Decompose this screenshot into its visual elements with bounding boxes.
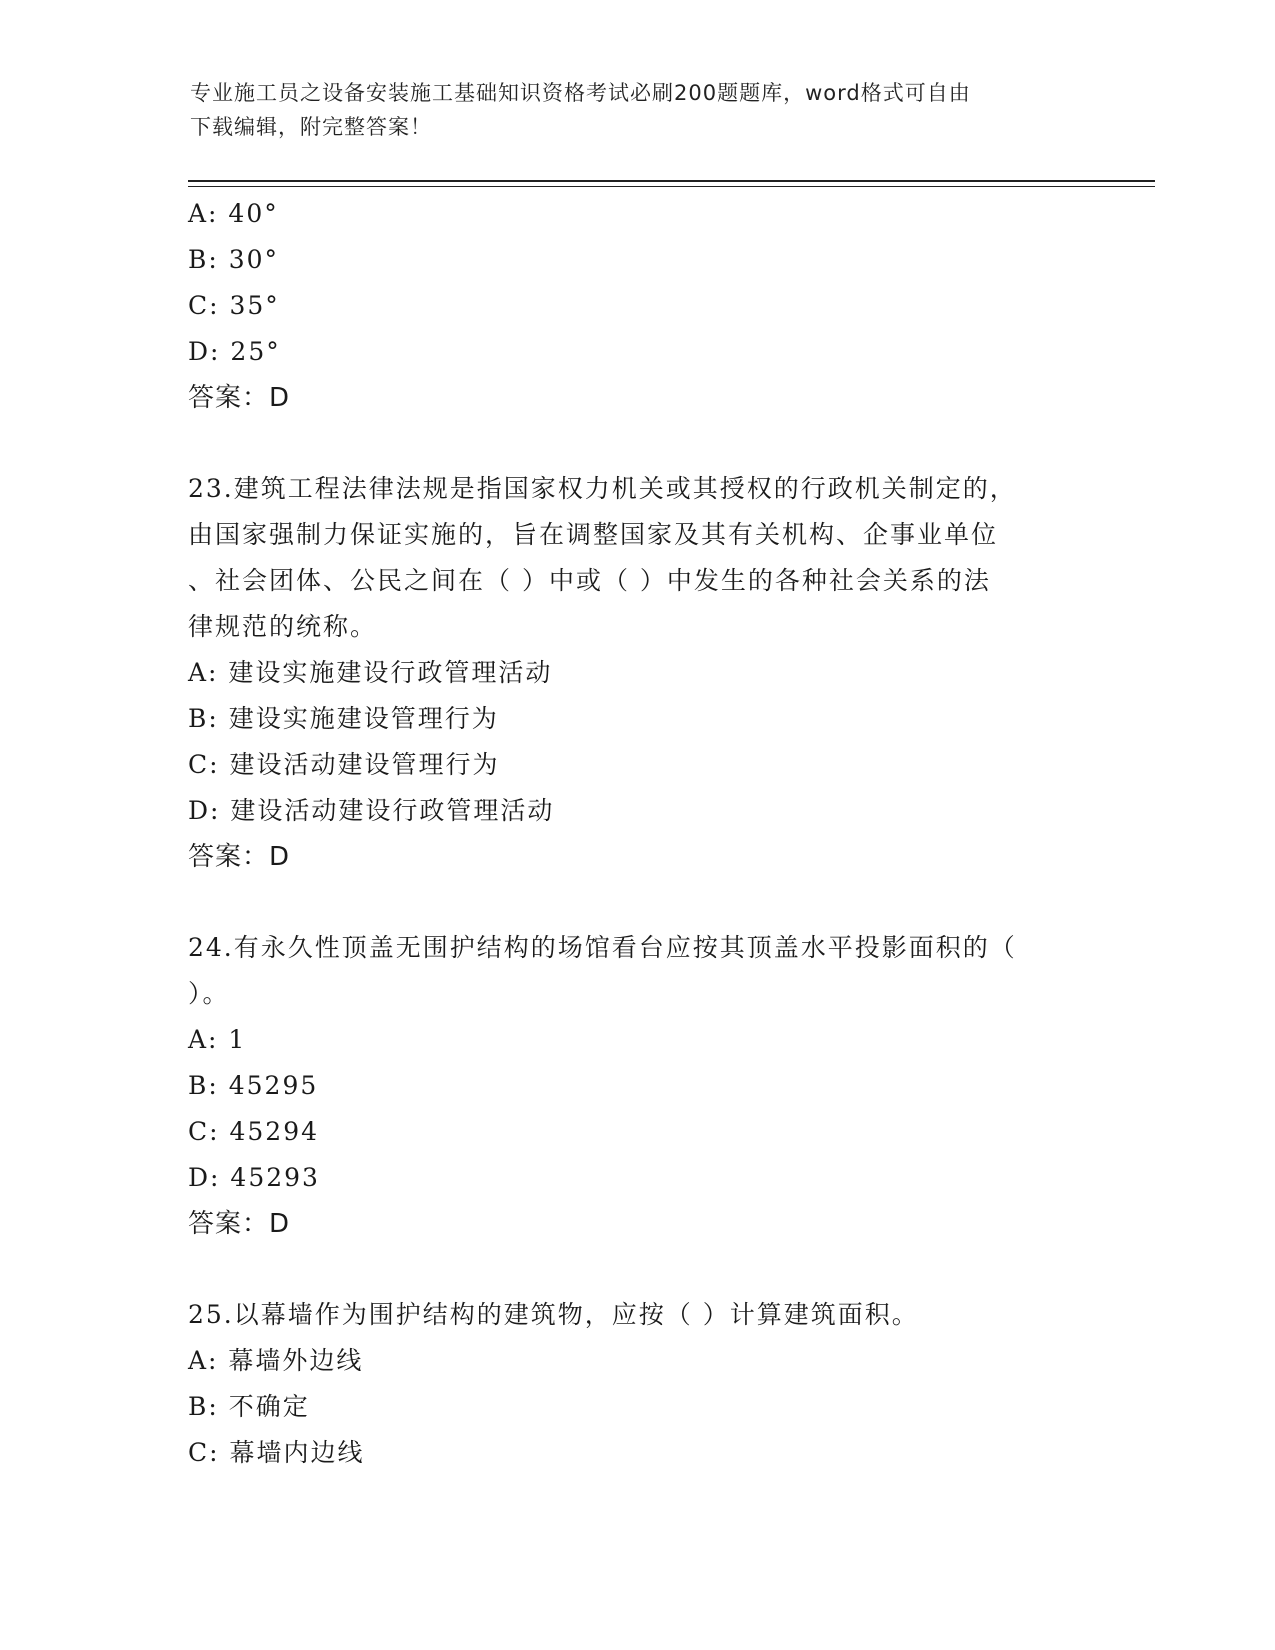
option-c: C: 45294 [188,1117,320,1146]
question-25 [188,1292,1068,1476]
option-c: C: 建设活动建设管理行为 [188,750,500,779]
answer-line: 答案：D [188,842,291,872]
header-line-2: 下载编辑，附完整答案！ [190,115,432,139]
option-c: C: 35° [188,291,280,320]
answer-line: 答案：D [188,383,291,413]
answer-line: 答案：D [188,1209,291,1239]
option-b: B: 建设实施建设管理行为 [188,704,499,733]
option-d: D: 45293 [188,1163,320,1192]
question-text-line: 律规范的统称。 [188,612,378,641]
question-text-line: ）。 [188,979,230,1008]
question-text-line: 、社会团体、公民之间在（ ）中或（ ）中发生的各种社会关系的法 [188,566,991,595]
header-rule-thick [188,180,1155,182]
question-content [188,191,1068,1476]
question-text-line: 25.以幕墙作为围护结构的建筑物，应按（ ）计算建筑面积。 [188,1300,919,1329]
option-a: A: 建设实施建设行政管理活动 [188,658,553,687]
header-rule-thin [188,186,1155,187]
question-text-line: 23.建筑工程法律法规是指国家权力机关或其授权的行政机关制定的， [188,474,1017,503]
spacer [188,421,1068,466]
question-23 [188,466,1068,880]
document-header [190,76,1090,144]
option-a: A: 40° [188,199,279,228]
question-text-line: 由国家强制力保证实施的，旨在调整国家及其有关机构、企事业单位 [188,520,999,549]
option-a: A: 幕墙外边线 [188,1346,364,1375]
option-a: A: 1 [188,1025,247,1054]
spacer [188,1247,1068,1292]
option-d: D: 建设活动建设行政管理活动 [188,796,555,825]
option-b: B: 45295 [188,1071,319,1100]
option-c: C: 幕墙内边线 [188,1438,365,1467]
question-22 [188,191,1068,421]
header-line-1: 专业施工员之设备安装施工基础知识资格考试必刷200题题库，word格式可自由 [190,81,971,105]
spacer [188,880,1068,925]
option-d: D: 25° [188,337,281,366]
option-b: B: 30° [188,245,280,274]
question-text-line: 24.有永久性顶盖无围护结构的场馆看台应按其顶盖水平投影面积的（ [188,933,1017,962]
option-b: B: 不确定 [188,1392,310,1421]
question-24 [188,925,1068,1247]
